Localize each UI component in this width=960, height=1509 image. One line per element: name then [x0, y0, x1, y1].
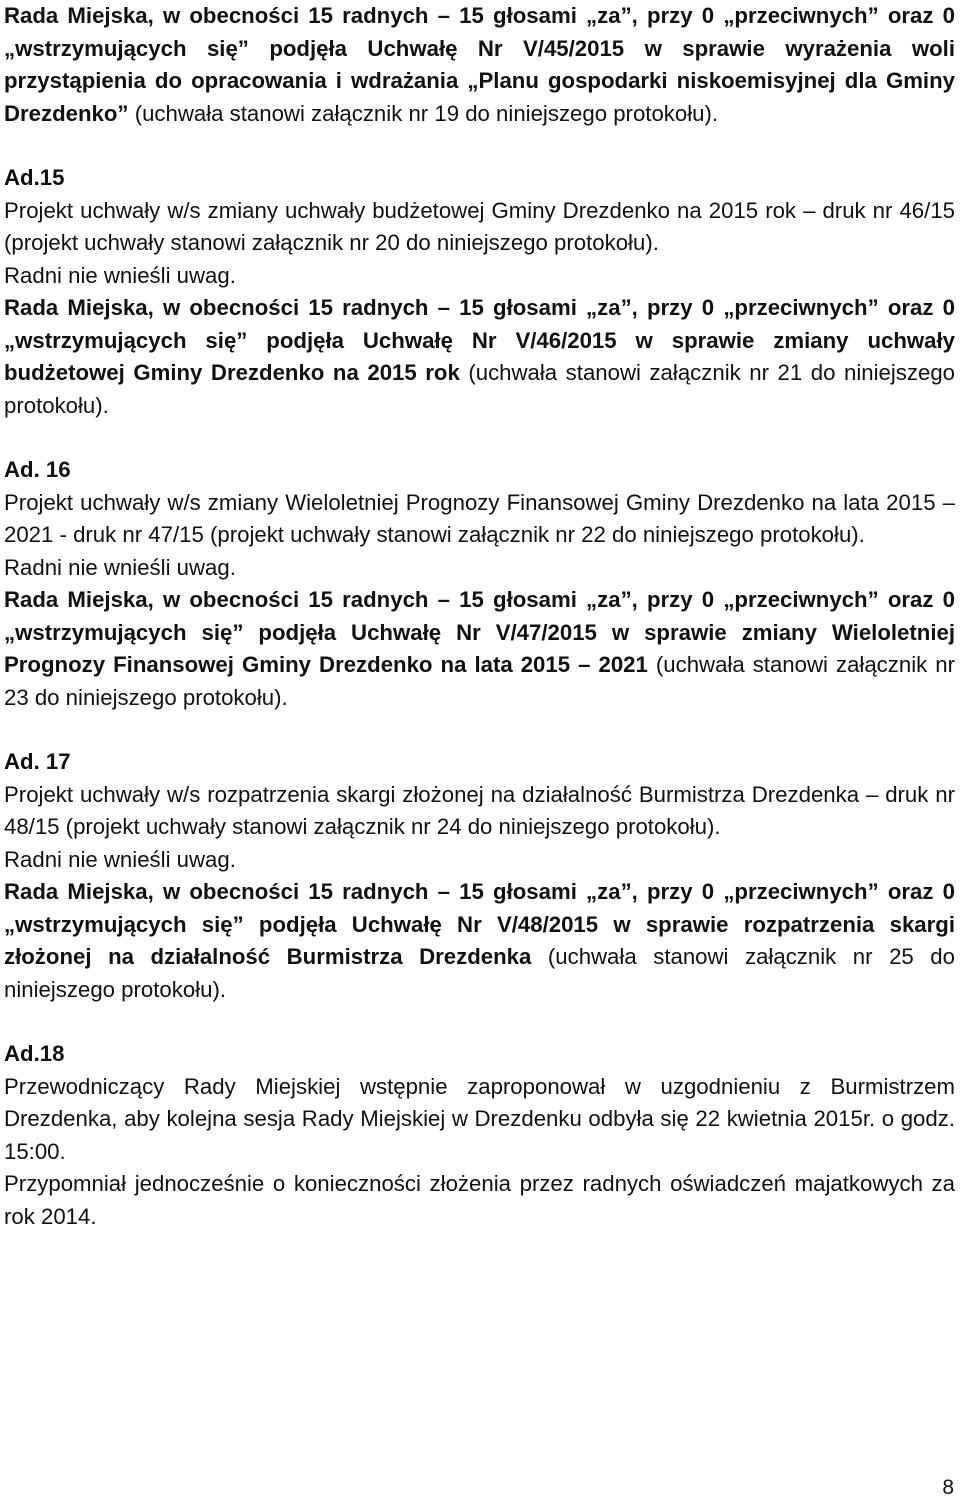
ad17-text: Projekt uchwały w/s rozpatrzenia skargi złożonej na działalność Burmistrza Drezdenka – druk nr 48/15 (projekt uchwały stanowi załącznik nr 24 do niniejszego protokołu).	[4, 781, 955, 839]
ad15-resolution	[4, 292, 955, 422]
ad18-text2: Przypomniał jednocześnie o konieczności złożenia przez radnych oświadczeń majatkowych za rok 2014.	[4, 1171, 955, 1229]
ad17-resolution-note: (uchwała stanowi załącznik nr 25 do niniejszego protokołu).	[4, 944, 955, 1002]
ad15-resolution-bold: Rada Miejska, w obecności 15 radnych – 15 głosami „za”, przy 0 „przeciwnych” oraz 0 „wstrzymujących się” podjęła Uchwałę Nr V/46/2015 w sprawie zmiany uchwały budżetowej Gminy Drezdenko na 2015 rok	[4, 295, 955, 385]
spacer	[4, 714, 955, 746]
ad18-label: Ad.18	[4, 1041, 65, 1066]
ad18-text1: Przewodniczący Rady Miejskiej wstępnie zaproponował w uzgodnieniu z Burmistrzem Drezdenka, aby kolejna sesja Rady Miejskiej w Drezdenku odbyła się 22 kwietnia 2015r. o godz. 15:00.	[4, 1073, 955, 1164]
ad16-label: Ad. 16	[4, 457, 71, 482]
ad16-resolution-note: (uchwała stanowi załącznik nr 23 do niniejszego protokołu).	[4, 652, 955, 710]
ad14-resolution-bold: Rada Miejska, w obecności 15 radnych – 15 głosami „za”, przy 0 „przeciwnych” oraz 0 „wstrzymujących się” podjęła Uchwałę Nr V/45/2015 w sprawie wyrażenia woli przystąpienia do opracowania i wdrażania „Planu gospodarki niskoemisyjnej dla Gminy Drezdenko”	[4, 3, 955, 126]
ad17-label: Ad. 17	[4, 749, 71, 774]
spacer	[4, 422, 955, 454]
ad15-text: Projekt uchwały w/s zmiany uchwały budżetowej Gminy Drezdenko na 2015 rok – druk nr 46/15 (projekt uchwały stanowi załącznik nr 20 do niniejszego protokołu).	[4, 197, 955, 255]
spacer	[4, 130, 955, 162]
ad17-remarks: Radni nie wnieśli uwag.	[4, 846, 236, 872]
ad16-remarks: Radni nie wnieśli uwag.	[4, 554, 236, 580]
ad15-remarks: Radni nie wnieśli uwag.	[4, 262, 236, 288]
ad16-resolution	[4, 584, 955, 714]
ad15-label: Ad.15	[4, 165, 65, 190]
ad15-resolution-note: (uchwała stanowi załącznik nr 21 do niniejszego protokołu).	[4, 360, 956, 418]
ad16-resolution-bold: Rada Miejska, w obecności 15 radnych – 15 głosami „za”, przy 0 „przeciwnych” oraz 0 „wstrzymujących się” podjęła Uchwałę Nr V/47/2015 w sprawie zmiany Wieloletniej Prognozy Finansowej Gminy Drezdenko na lata 2015 – 2021	[4, 587, 955, 677]
ad14-resolution-note: (uchwała stanowi załącznik nr 19 do niniejszego protokołu).	[128, 100, 719, 126]
ad16-text: Projekt uchwały w/s zmiany Wieloletniej Prognozy Finansowej Gminy Drezdenko na lata 2015 – 2021 - druk nr 47/15 (projekt uchwały stanowi załącznik nr 22 do niniejszego protokołu).	[4, 489, 955, 547]
ad14-resolution	[4, 0, 955, 130]
ad17-resolution-bold: Rada Miejska, w obecności 15 radnych – 15 głosami „za”, przy 0 „przeciwnych” oraz 0 „wstrzymujących się” podjęła Uchwałę Nr V/48/2015 w sprawie rozpatrzenia skargi złożonej na działalność Burmistrza Drezdenka	[4, 879, 955, 969]
ad17-resolution	[4, 876, 955, 1006]
page-number: 8	[942, 1476, 954, 1499]
document-page	[4, 0, 955, 1233]
spacer	[4, 1006, 955, 1038]
